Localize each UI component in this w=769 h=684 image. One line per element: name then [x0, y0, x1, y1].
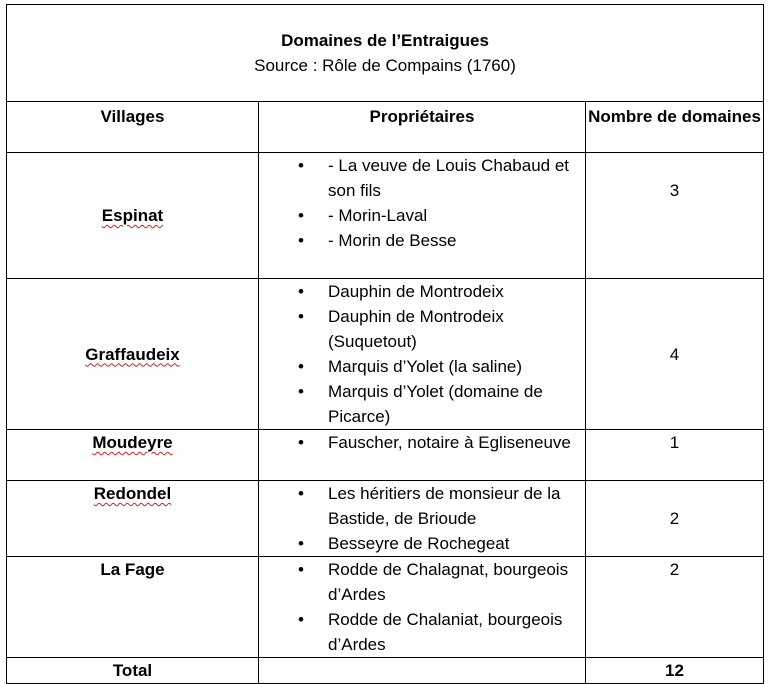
village-name: Redondel [93, 484, 172, 503]
header-nombre-domaines: Nombre de domaines [586, 102, 764, 153]
list-item: • Fauscher, notaire à Egliseneuve [259, 430, 585, 455]
list-item: • - Morin de Besse [259, 228, 585, 253]
total-row [7, 658, 764, 684]
count-cell: 2 [586, 481, 764, 557]
village-name: Graffaudeix [85, 344, 180, 364]
list-item: • Besseyre de Rochegeat [259, 531, 585, 556]
header-villages: Villages [7, 102, 259, 153]
title-cell [7, 5, 764, 102]
owners-list [259, 153, 585, 253]
owners-list [259, 557, 585, 657]
village-cell [7, 481, 259, 557]
village-name: Moudeyre [92, 433, 173, 452]
owners-list [259, 481, 585, 556]
total-empty-cell [259, 658, 586, 684]
village-cell [7, 557, 259, 658]
domaines-table [6, 4, 764, 684]
count-cell: 2 [586, 557, 764, 658]
table-row [7, 481, 764, 557]
table-row [7, 430, 764, 481]
total-label: Total [7, 658, 259, 684]
list-item: • Marquis d’Yolet (domaine de Picarce) [259, 379, 585, 429]
total-count: 12 [586, 658, 764, 684]
owners-cell [259, 557, 586, 658]
table-row [7, 153, 764, 279]
table-subtitle: Source : Rôle de Compains (1760) [254, 56, 516, 75]
list-item: • Dauphin de Montrodeix (Suquetout) [259, 304, 585, 354]
owners-list [259, 430, 585, 455]
village-cell [7, 279, 259, 430]
list-item: • Marquis d’Yolet (la saline) [259, 354, 585, 379]
count-cell: 1 [586, 430, 764, 481]
owners-cell [259, 279, 586, 430]
list-item: • Rodde de Chalagnat, bourgeois d’Ardes [259, 557, 585, 607]
owners-list [259, 279, 585, 429]
table-row [7, 557, 764, 658]
owners-cell [259, 430, 586, 481]
count-cell: 4 [586, 279, 764, 430]
village-cell [7, 430, 259, 481]
list-item: • - La veuve de Louis Chabaud et son fils [259, 153, 585, 203]
list-item: • Les héritiers de monsieur de la Bastide, de Brioude [259, 481, 585, 531]
village-name: La Fage [100, 560, 165, 579]
list-item: • - Morin-Laval [259, 203, 585, 228]
owners-cell [259, 481, 586, 557]
count-cell: 3 [586, 153, 764, 279]
list-item: • Dauphin de Montrodeix [259, 279, 585, 304]
table-row [7, 279, 764, 430]
header-proprietaires: Propriétaires [259, 102, 586, 153]
table-title: Domaines de l’Entraigues [281, 31, 489, 50]
village-name: Espinat [101, 206, 164, 225]
owners-cell [259, 153, 586, 279]
village-cell [7, 153, 259, 279]
list-item: • Rodde de Chalaniat, bourgeois d’Ardes [259, 607, 585, 657]
